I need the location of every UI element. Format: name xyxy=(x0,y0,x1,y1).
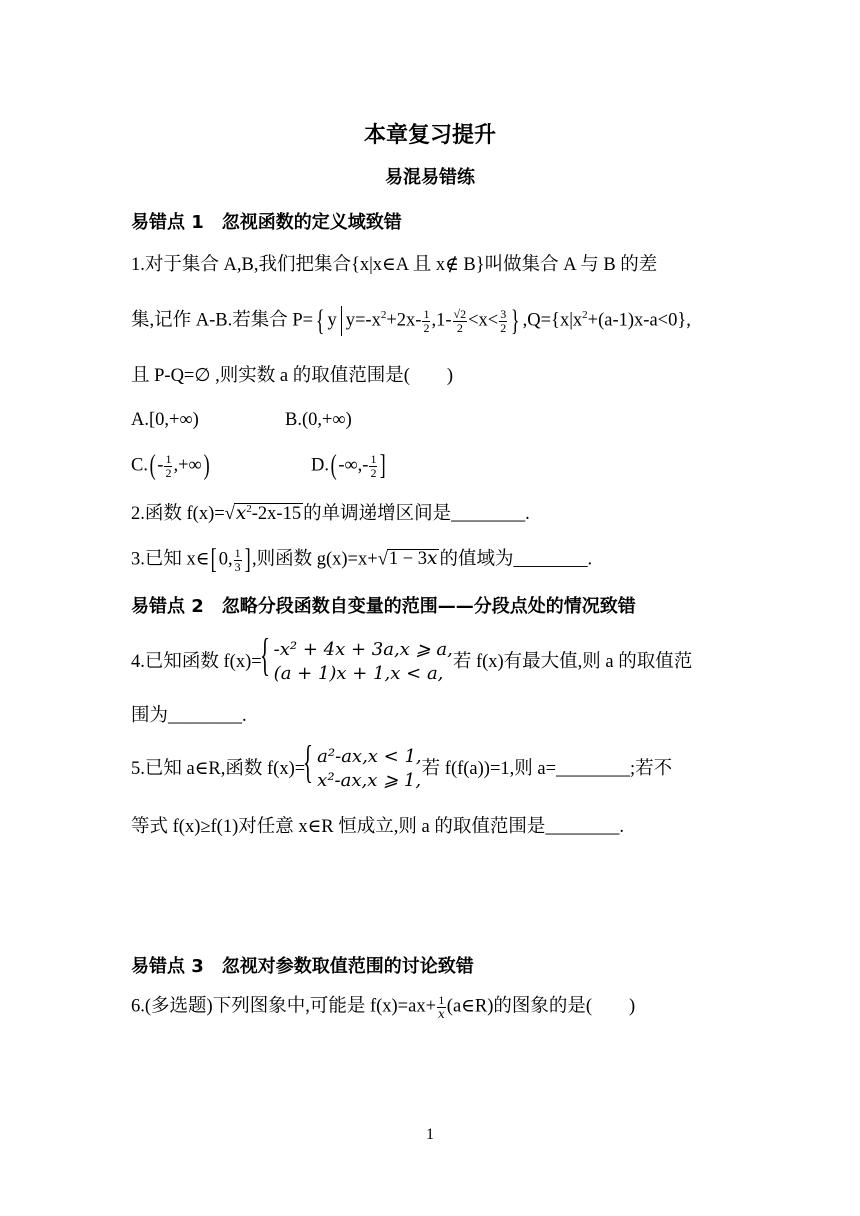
q5-line1: 5.已知 a∈R,函数 f(x)= { a²-ax,x < 1, x²-ax,x ⩾ 1, 若 f(f(a))=1,则 a=________;若不 xyxy=(131,745,672,794)
q6-line: 6.(多选题)下列图象中,可能是 f(x)=ax+ $\frac{1}{x}$ (a∈R)的图象的是( ) xyxy=(131,993,636,1021)
q1-option-d: D.(-∞,- $\frac{1}{2}$ ] xyxy=(311,450,387,481)
q3-radical: 1 − 3x xyxy=(388,548,438,570)
set-bar xyxy=(341,306,342,336)
q1-sup2: 2 xyxy=(582,309,588,322)
page-title: 本章复习提升 xyxy=(363,123,496,148)
q1-option-b: B.(0,+∞) xyxy=(285,410,352,430)
frac-half-c: $\frac{1}{2}$ xyxy=(165,451,172,480)
page-subtitle: 易混易错练 xyxy=(385,167,475,188)
frac-third: $\frac{1}{3}$ xyxy=(234,545,241,574)
q2-line: 2.函数 $f(x)=√x^2-2x-15$ 的单调递增区间是________. xyxy=(131,503,530,525)
q4-piecewise: { -x² + 4x + 3a,x ⩾ a, (a + 1)x + 1,x < a, xyxy=(259,629,453,685)
q1-y: y xyxy=(327,310,337,331)
q1-text-d: ,1- xyxy=(431,310,452,331)
q2-radical: $x^2-2x-15$ xyxy=(235,503,302,525)
q1-text-g: +(a-1)x-a<0}, xyxy=(587,310,691,331)
section-heading-1: 易错点 1 忽视函数的定义域致错 xyxy=(131,212,402,233)
left-brace: { xyxy=(315,304,325,337)
q1-line2 xyxy=(131,306,691,336)
q4-line1: 4.已知函数 f(x)= { -x² + 4x + 3a,x ⩾ a, (a + 1)x + 1,x < a, 若 f(x)有最大值,则 a 的取值范 xyxy=(131,638,692,687)
q1-text-a: 集,记作 A-B.若集合 P= xyxy=(131,310,314,331)
q1-text-f: ,Q={x|x xyxy=(522,310,583,331)
q5-piecewise: { a²-ax,x < 1, x²-ax,x ⩾ 1, xyxy=(303,736,422,792)
page-number: 1 xyxy=(426,1126,434,1143)
frac-one-over-x: $\frac{1}{x}$ xyxy=(438,993,445,1021)
frac-half-d: $\frac{1}{2}$ xyxy=(370,451,377,480)
q1-text-e: <x< xyxy=(468,310,499,331)
q3-line: 3.已知 x∈[0, $\frac{1}{3}$ ],则函数 g(x)=x+√1 − 3x 的值域为________. xyxy=(131,544,593,575)
q1-text-c: +2x- xyxy=(386,310,422,331)
frac-root2: $\frac{√2}{2}$ xyxy=(453,306,467,335)
q1-sup: 2 xyxy=(380,309,387,322)
q1-text-b: y=-x xyxy=(345,310,381,331)
q1-option-a: A.[0,+∞) xyxy=(131,410,199,430)
q1-option-c: C.(- $\frac{1}{2}$ ,+∞) xyxy=(131,450,210,481)
section-heading-3: 易错点 3 忽视对参数取值范围的讨论致错 xyxy=(131,956,474,977)
q4-line2: 围为________. xyxy=(131,706,247,726)
q1-line1: 1.对于集合 A,B,我们把集合{x|x∈A 且 x∉ B}叫做集合 A 与 B 的差 xyxy=(131,255,658,275)
frac-three-halves: $\frac{3}{2}$ xyxy=(500,306,507,335)
q5-line2: 等式 f(x)≥f(1)对任意 x∈R 恒成立,则 a 的取值范围是________. xyxy=(131,817,624,837)
right-brace: } xyxy=(511,304,520,337)
q1-line3: 且 P-Q=∅ ,则实数 a 的取值范围是( ) xyxy=(131,366,454,386)
section-heading-2: 易错点 2 忽略分段函数自变量的范围——分段点处的情况致错 xyxy=(131,596,636,617)
frac-half: $\frac{1}{2}$ xyxy=(423,306,430,335)
